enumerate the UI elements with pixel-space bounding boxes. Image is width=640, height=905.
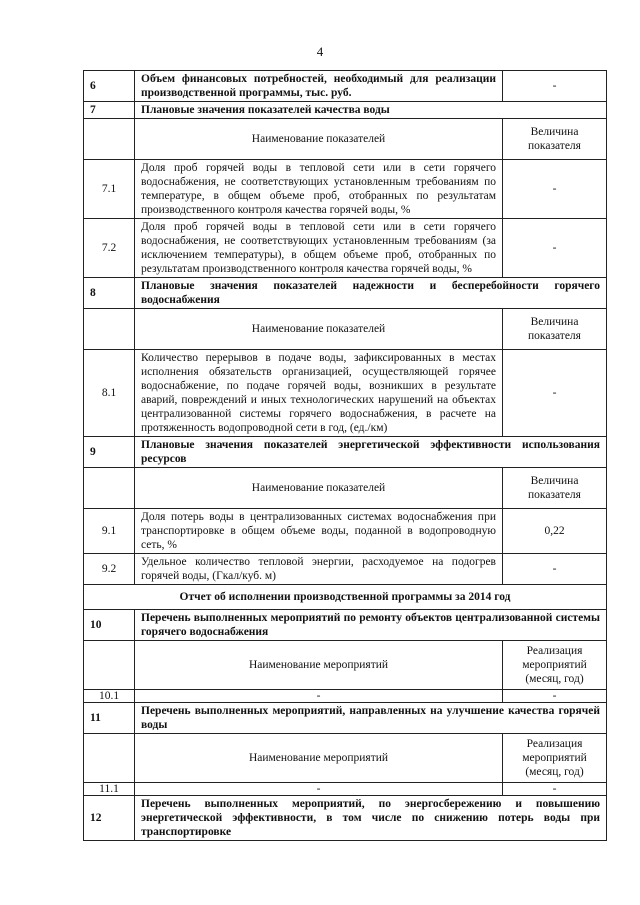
header-row — [84, 641, 607, 690]
row-value: - — [503, 71, 607, 102]
table-row — [84, 554, 607, 585]
row-number: 11.1 — [84, 783, 135, 796]
row-number: 11 — [84, 703, 135, 734]
row-text: Доля проб горячей воды в тепловой сети или в сети горячего водоснабжения, не соответствующих установленным требованиям (за исключением температуры), в общем объеме проб, отобранных по результатам производственного контроля качества горячей воды, % — [135, 219, 503, 278]
row-text: Доля проб горячей воды в тепловой сети или в сети горячего водоснабжения, не соответствующих установленным требованиям по температуре, в общем объеме проб, отобранных по результатам производственного контроля качества горячей воды, % — [135, 160, 503, 219]
row-value: - — [503, 219, 607, 278]
column-header-value: Величина показателя — [503, 309, 607, 350]
row-text: Количество перерывов в подаче воды, зафиксированных в местах исполнения обязательств организацией, осуществляющей горячее водоснабжение, по подаче горячей воды, возникших в результате аварий, повреждений и иных технологических нарушений на объектах централизованной системы горячего водоснабжения, в расчете на протяженность водопроводной сети в год, (ед./км) — [135, 350, 503, 437]
column-header-name: Наименование показателей — [135, 468, 503, 509]
report-caption: Отчет об исполнении производственной программы за 2014 год — [84, 585, 607, 610]
column-header-value: Реализация мероприятий (месяц, год) — [503, 734, 607, 783]
column-header-name: Наименование мероприятий — [135, 734, 503, 783]
row-number: 6 — [84, 71, 135, 102]
table-row — [84, 690, 607, 703]
section-row — [84, 278, 607, 309]
row-number: 9.1 — [84, 509, 135, 554]
row-number: 9 — [84, 437, 135, 468]
report-caption-row — [84, 585, 607, 610]
column-header-value: Реализация мероприятий (месяц, год) — [503, 641, 607, 690]
table-row — [84, 350, 607, 437]
header-row — [84, 734, 607, 783]
row-number: 10 — [84, 610, 135, 641]
section-title: Перечень выполненных мероприятий, направленных на улучшение качества горячей воды — [135, 703, 607, 734]
row-number: 10.1 — [84, 690, 135, 703]
row-number: 8.1 — [84, 350, 135, 437]
row-value: - — [503, 783, 607, 796]
table-row — [84, 219, 607, 278]
page-number: 4 — [316, 44, 324, 59]
row-number: 7.1 — [84, 160, 135, 219]
row-number: 9.2 — [84, 554, 135, 585]
section-title: Перечень выполненных мероприятий, по энергосбережению и повышению энергетической эффективности, в том числе по снижению потерь воды при транспортировке — [135, 796, 607, 841]
header-row — [84, 468, 607, 509]
section-title: Плановые значения показателей качества воды — [135, 102, 607, 119]
row-number: 12 — [84, 796, 135, 841]
column-header-name: Наименование показателей — [135, 309, 503, 350]
table-row — [84, 783, 607, 796]
row-number: 7.2 — [84, 219, 135, 278]
column-header-value: Величина показателя — [503, 119, 607, 160]
table-row — [84, 160, 607, 219]
row-value: - — [503, 690, 607, 703]
section-row — [84, 610, 607, 641]
table-row — [84, 509, 607, 554]
header-row — [84, 119, 607, 160]
row-text: Объем финансовых потребностей, необходимый для реализации производственной программы, тыс. руб. — [135, 71, 503, 102]
row-text: - — [135, 783, 503, 796]
section-row — [84, 796, 607, 841]
row-value: - — [503, 160, 607, 219]
row-text: Удельное количество тепловой энергии, расходуемое на подогрев горячей воды, (Гкал/куб. м) — [135, 554, 503, 585]
header-row — [84, 309, 607, 350]
section-row — [84, 703, 607, 734]
row-value: 0,22 — [503, 509, 607, 554]
row-value: - — [503, 350, 607, 437]
column-header-name: Наименование мероприятий — [135, 641, 503, 690]
section-title: Плановые значения показателей энергетической эффективности использования ресурсов — [135, 437, 607, 468]
table-row — [84, 71, 607, 102]
row-number: 7 — [84, 102, 135, 119]
section-row — [84, 437, 607, 468]
section-title: Плановые значения показателей надежности и бесперебойности горячего водоснабжения — [135, 278, 607, 309]
column-header-name: Наименование показателей — [135, 119, 503, 160]
section-title: Перечень выполненных мероприятий по ремонту объектов централизованной системы горячего водоснабжения — [135, 610, 607, 641]
row-text: Доля потерь воды в централизованных системах водоснабжения при транспортировке в общем объеме воды, поданной в водопроводную сеть, % — [135, 509, 503, 554]
row-text: - — [135, 690, 503, 703]
program-table — [83, 70, 607, 841]
row-number: 8 — [84, 278, 135, 309]
column-header-value: Величина показателя — [503, 468, 607, 509]
row-value: - — [503, 554, 607, 585]
section-row — [84, 102, 607, 119]
